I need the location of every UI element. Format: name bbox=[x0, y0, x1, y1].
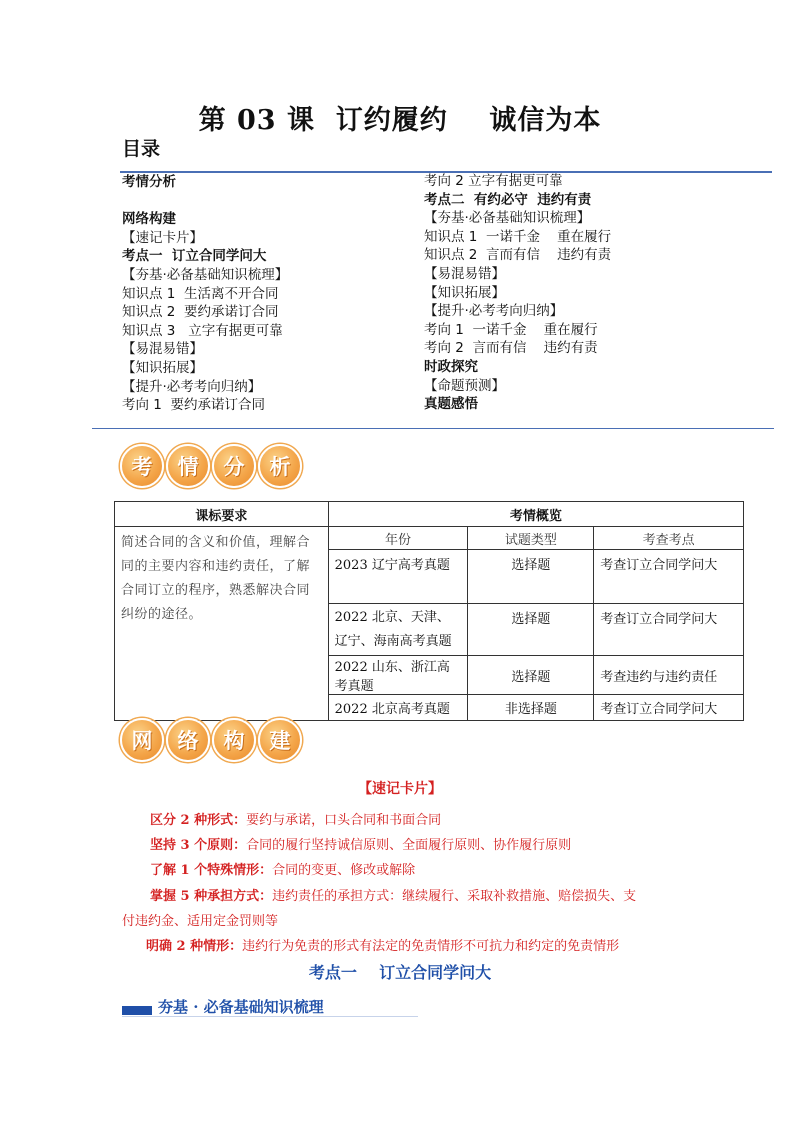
toc-heading: 目录 bbox=[122, 138, 161, 160]
toc-item[interactable]: 【易混易错】 bbox=[122, 341, 203, 358]
toc-item[interactable]: 【知识拓展】 bbox=[424, 284, 505, 301]
toc-item[interactable]: 【提升·必考考向归纳】 bbox=[424, 303, 564, 320]
quick-card-line bbox=[150, 809, 441, 828]
quick-card-line bbox=[146, 935, 619, 954]
toc-item[interactable]: 【命题预测】 bbox=[424, 377, 505, 394]
quick-card-text: 合同的履行坚持诚信原则、全面履行原则、协作履行原则 bbox=[246, 838, 572, 853]
quick-card-line bbox=[150, 885, 636, 904]
table-header-requirement: 课标要求 bbox=[115, 502, 329, 527]
toc-item[interactable]: 知识点 3 立字有据更可靠 bbox=[122, 322, 283, 339]
toc-right-column bbox=[424, 172, 611, 414]
quick-card-line bbox=[150, 834, 571, 853]
quick-card-label: 坚持 3 个原则： bbox=[150, 838, 247, 853]
toc-item[interactable]: 考点二 有约必守 违约有责 bbox=[424, 191, 592, 208]
toc-item[interactable]: 时政探究 bbox=[424, 358, 478, 375]
network-banner bbox=[120, 718, 304, 762]
toc-item[interactable]: 知识点 1 生活离不开合同 bbox=[122, 285, 279, 302]
row-type: 选择题 bbox=[468, 550, 594, 604]
toc-left-column bbox=[122, 173, 288, 415]
quick-card-line bbox=[122, 910, 278, 929]
row-type: 选择题 bbox=[468, 604, 594, 656]
banner-char-badge: 分 bbox=[212, 444, 256, 488]
analysis-banner bbox=[120, 444, 304, 488]
quick-card-title: 【速记卡片】 bbox=[358, 781, 442, 797]
toc-item[interactable]: 知识点 1 一诺千金 重在履行 bbox=[424, 228, 612, 245]
section-heading-kaodian1: 考点一 订立合同学问大 bbox=[308, 963, 492, 982]
quick-card-text: 要约与承诺，口头合同和书面合同 bbox=[246, 813, 442, 828]
toc-item[interactable]: 【夯基·必备基础知识梳理】 bbox=[122, 266, 289, 283]
quick-card-text: 合同的变更、修改或解除 bbox=[272, 863, 416, 878]
row-type: 选择题 bbox=[468, 656, 594, 695]
toc-item[interactable]: 网络构建 bbox=[122, 211, 176, 228]
row-point: 考查订立合同学问大 bbox=[594, 604, 744, 656]
row-point: 考查违约与违约责任 bbox=[594, 656, 744, 695]
toc-item[interactable]: 【知识拓展】 bbox=[122, 359, 203, 376]
exam-overview-table bbox=[114, 501, 744, 721]
banner-char-badge: 网 bbox=[120, 718, 164, 762]
banner-char-badge: 析 bbox=[258, 444, 302, 488]
quick-card-line bbox=[150, 859, 415, 878]
section-bar-marker bbox=[122, 1006, 152, 1015]
table-subheader-year: 年份 bbox=[328, 527, 468, 550]
toc-item[interactable]: 真题感悟 bbox=[424, 396, 478, 413]
banner-char-badge: 络 bbox=[166, 718, 210, 762]
toc-item[interactable]: 知识点 2 要约承诺订合同 bbox=[122, 304, 279, 321]
toc-bottom-rule bbox=[92, 428, 774, 429]
toc-item[interactable]: 【夯基·必备基础知识梳理】 bbox=[424, 210, 591, 227]
toc-item[interactable]: 考向 1 一诺千金 重在履行 bbox=[424, 321, 598, 338]
banner-char-badge: 建 bbox=[258, 718, 302, 762]
toc-item[interactable]: 考向 2 言而有信 违约有责 bbox=[424, 340, 598, 357]
quick-card-label: 了解 1 个特殊情形： bbox=[150, 863, 273, 878]
requirement-text: 简述合同的含义和价值，理解合同的主要内容和违约责任，了解合同订立的程序，熟悉解决合同纠纷的途径。 bbox=[115, 527, 329, 721]
table-subheader-type: 试题类型 bbox=[468, 527, 594, 550]
quick-card-text: 付违约金、适用定金罚则等 bbox=[122, 914, 279, 929]
toc-item[interactable]: 考情分析 bbox=[122, 174, 176, 190]
toc-item[interactable]: 【提升·必考考向归纳】 bbox=[122, 378, 262, 395]
banner-char-badge: 构 bbox=[212, 718, 256, 762]
row-point: 考查订立合同学问大 bbox=[594, 695, 744, 721]
quick-card-text: 违约责任的承担方式：继续履行、采取补救措施、赔偿损失、支 bbox=[272, 889, 637, 904]
quick-card-label: 区分 2 种形式： bbox=[150, 813, 247, 828]
table-subheader-point: 考查考点 bbox=[594, 527, 744, 550]
row-point: 考查订立合同学问大 bbox=[594, 550, 744, 604]
banner-char-badge: 考 bbox=[120, 444, 164, 488]
toc-item bbox=[122, 192, 288, 211]
section-bar-title: 夯基 · 必备基础知识梳理 bbox=[158, 998, 324, 1016]
table-header-overview: 考情概览 bbox=[328, 502, 743, 527]
toc-item[interactable]: 【速记卡片】 bbox=[122, 229, 203, 246]
toc-item[interactable]: 考向 2 立字有据更可靠 bbox=[424, 173, 563, 189]
banner-char-badge: 情 bbox=[166, 444, 210, 488]
toc-item[interactable]: 考向 1 要约承诺订合同 bbox=[122, 397, 265, 414]
row-year: 2023 辽宁高考真题 bbox=[328, 550, 468, 604]
quick-card-label: 明确 2 种情形： bbox=[146, 939, 243, 954]
section-bar bbox=[122, 996, 418, 1017]
row-year: 2022 山东、浙江高考真题 bbox=[328, 656, 468, 695]
row-type: 非选择题 bbox=[468, 695, 594, 721]
row-year: 2022 北京高考真题 bbox=[328, 695, 468, 721]
toc-item[interactable]: 【易混易错】 bbox=[424, 265, 505, 282]
quick-card-text: 违约行为免责的形式有法定的免责情形不可抗力和约定的免责情形 bbox=[242, 939, 620, 954]
toc-item[interactable]: 知识点 2 言而有信 违约有责 bbox=[424, 247, 612, 264]
toc-item[interactable]: 考点一 订立合同学问大 bbox=[122, 248, 267, 265]
quick-card-label: 掌握 5 种承担方式： bbox=[150, 889, 273, 904]
row-year: 2022 北京、天津、辽宁、海南高考真题 bbox=[328, 604, 468, 656]
page-title: 第 03 课 订约履约 诚信为本 bbox=[198, 105, 602, 136]
